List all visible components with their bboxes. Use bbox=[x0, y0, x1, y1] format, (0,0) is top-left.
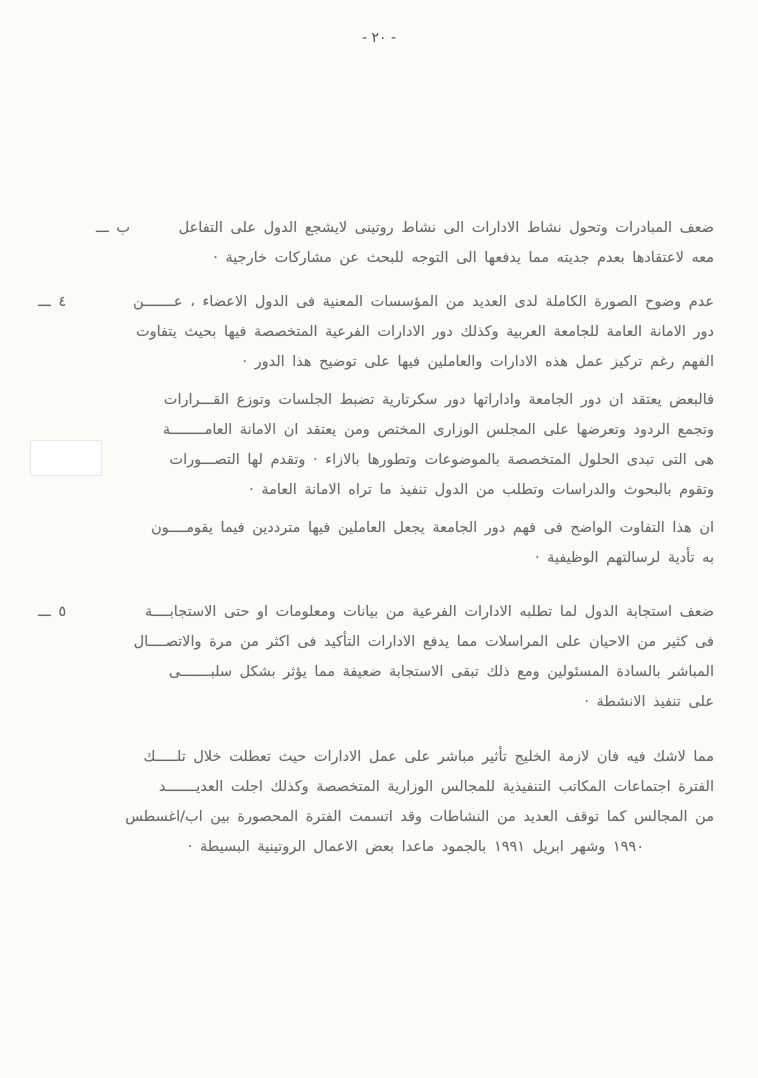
paragraph-marker-b: ب ـــ bbox=[96, 220, 131, 236]
text-line: به تأدية لرسالتهم الوظيفية · bbox=[534, 550, 714, 566]
text-line: معه لاعتقادها بعدم جديته مما يدفعها الى التوجه للبحث عن مشاركات خارجية · bbox=[213, 250, 714, 266]
text-line: فالبعض يعتقد ان دور الجامعة واداراتها دور سكرتارية تضبط الجلسات وتوزع القـــرارات bbox=[163, 392, 714, 408]
text-line: الفهم رغم تركيز عمل هذه الادارات والعاملين فيها على توضيح هذا الدور · bbox=[242, 354, 714, 370]
text-line: فى كثير من الاحيان على المراسلات مما يدفع الادارات التأكيد فى اكثر من مرة والاتصــــال bbox=[133, 634, 714, 650]
paragraph-b bbox=[96, 213, 714, 273]
text-line: ان هذا التفاوت الواضح فى فهم دور الجامعة يجعل العاملين فيها مترددين فيما يقومــــون bbox=[151, 520, 714, 536]
text-line: دور الامانة العامة للجامعة العربية وكذلك دور الادارات الفرعية المتخصصة فيها بحيث يتفاوت bbox=[135, 324, 714, 340]
text-line: على تنفيذ الانشطة · bbox=[584, 694, 714, 710]
text-line: ضعف المبادرات وتحول نشاط الادارات الى نشاط روتينى لايشجع الدول على التفاعل bbox=[178, 220, 714, 236]
scan-correction-patch bbox=[30, 440, 102, 476]
paragraph-5 bbox=[38, 597, 714, 717]
text-line: الفترة اجتماعات المكاتب التنفيذية للمجالس الوزارية المتخصصة وكذلك اجلت العديـــــــد bbox=[158, 779, 714, 795]
paragraph-4 bbox=[38, 287, 714, 377]
paragraph-secretariat-role bbox=[96, 385, 714, 505]
text-line: عدم وضوح الصورة الكاملة لدى العديد من المؤسسات المعنية فى الدول الاعضاء ، عـــــــن bbox=[133, 294, 714, 310]
text-line: وتقوم بالبحوث والدراسات وتطلب من الدول تنفيذ ما تراه الامانة العامة · bbox=[249, 482, 714, 498]
text-line: مما لاشك فيه فان لازمة الخليج تأثير مباشر على عمل الادارات حيث تعطلت خلال تلـــــك bbox=[143, 749, 714, 765]
text-line: من المجالس كما توقف العديد من النشاطات وقد اتسمت الفترة المحصورة بين اب/اغسطس bbox=[125, 809, 714, 825]
paragraph-marker-5: ٥ ـــ bbox=[38, 604, 67, 620]
document-body bbox=[38, 213, 714, 862]
text-line: وتجمع الردود وتعرضها على المجلس الوزارى المختص ومن يعتقد ان الامانة العامــــــــة bbox=[162, 422, 714, 438]
paragraph-disparity bbox=[96, 513, 714, 573]
text-line: المباشر بالسادة المسئولين ومع ذلك تبقى الاستجابة ضعيفة مما يؤثر بشكل سلبـــــــى bbox=[168, 664, 714, 680]
page-number: - ٢٠ - bbox=[361, 30, 397, 46]
paragraph-marker-4: ٤ ـــ bbox=[38, 294, 67, 310]
text-line: ١٩٩٠ وشهر ابريل ١٩٩١ بالجمود ماعدا بعض الاعمال الروتينية البسيطة · bbox=[187, 839, 644, 855]
paragraph-gulf-crisis bbox=[96, 742, 714, 862]
text-line: ضعف استجابة الدول لما تطلبه الادارات الفرعية من بيانات ومعلومات او حتى الاستجابــــة bbox=[145, 604, 714, 620]
text-line: هى التى تبدى الحلول المتخصصة بالموضوعات وتطورها بالازاء · وتقدم لها التصـــورات bbox=[169, 452, 714, 468]
